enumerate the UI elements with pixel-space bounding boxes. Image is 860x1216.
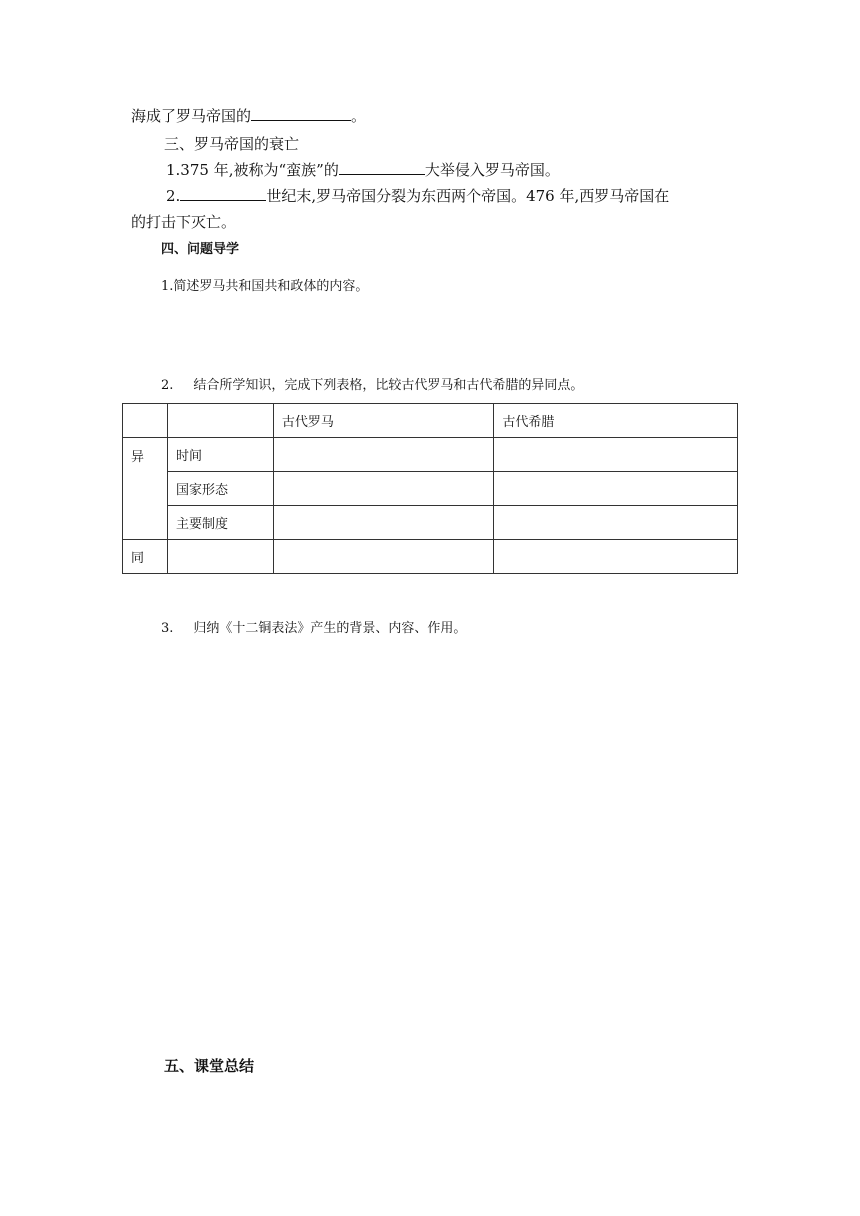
question-2: 2. 结合所学知识，完成下列表格，比较古代罗马和古代希腊的异同点。 bbox=[161, 378, 584, 393]
fill-blank bbox=[339, 160, 425, 175]
question-3: 3. 归纳《十二铜表法》产生的背景、内容、作用。 bbox=[161, 621, 467, 636]
header-greece: 古代希腊 bbox=[494, 404, 738, 438]
table-cell bbox=[167, 404, 273, 438]
intro-line: 海成了罗马帝国的 。 bbox=[131, 107, 367, 125]
table-cell bbox=[273, 506, 494, 540]
table-header-row bbox=[123, 404, 738, 438]
table-cell bbox=[273, 540, 494, 574]
section3-item1: 1.375 年,被称为“蛮族”的 大举侵入罗马帝国。 bbox=[166, 161, 560, 179]
table-row bbox=[123, 438, 738, 472]
table-row bbox=[123, 506, 738, 540]
table-cell bbox=[167, 540, 273, 574]
comparison-table bbox=[122, 403, 738, 574]
row-label-system: 主要制度 bbox=[167, 506, 273, 540]
section3-heading: 三、罗马帝国的衰亡 bbox=[164, 135, 300, 153]
table-row bbox=[123, 540, 738, 574]
fill-blank bbox=[180, 186, 266, 201]
table-cell bbox=[494, 540, 738, 574]
table-cell bbox=[273, 438, 494, 472]
section3-item2: 2. 世纪末,罗马帝国分裂为东西两个帝国。476 年,西罗马帝国在 bbox=[166, 187, 670, 205]
table-row bbox=[123, 472, 738, 506]
section5-heading: 五、课堂总结 bbox=[164, 1057, 255, 1075]
table-cell bbox=[494, 506, 738, 540]
header-rome: 古代罗马 bbox=[273, 404, 494, 438]
table-cell bbox=[494, 438, 738, 472]
table-cell bbox=[123, 404, 168, 438]
row-label-state-form: 国家形态 bbox=[167, 472, 273, 506]
section3-item2-continuation: 的打击下灭亡。 bbox=[131, 213, 237, 231]
fill-blank bbox=[251, 106, 351, 121]
row-label-time: 时间 bbox=[167, 438, 273, 472]
section4-heading: 四、问题导学 bbox=[161, 242, 240, 257]
table-cell bbox=[273, 472, 494, 506]
same-label: 同 bbox=[123, 540, 168, 574]
question-1: 1.简述罗马共和国共和政体的内容。 bbox=[161, 279, 369, 294]
table-cell bbox=[494, 472, 738, 506]
diff-label: 异 bbox=[123, 438, 168, 540]
